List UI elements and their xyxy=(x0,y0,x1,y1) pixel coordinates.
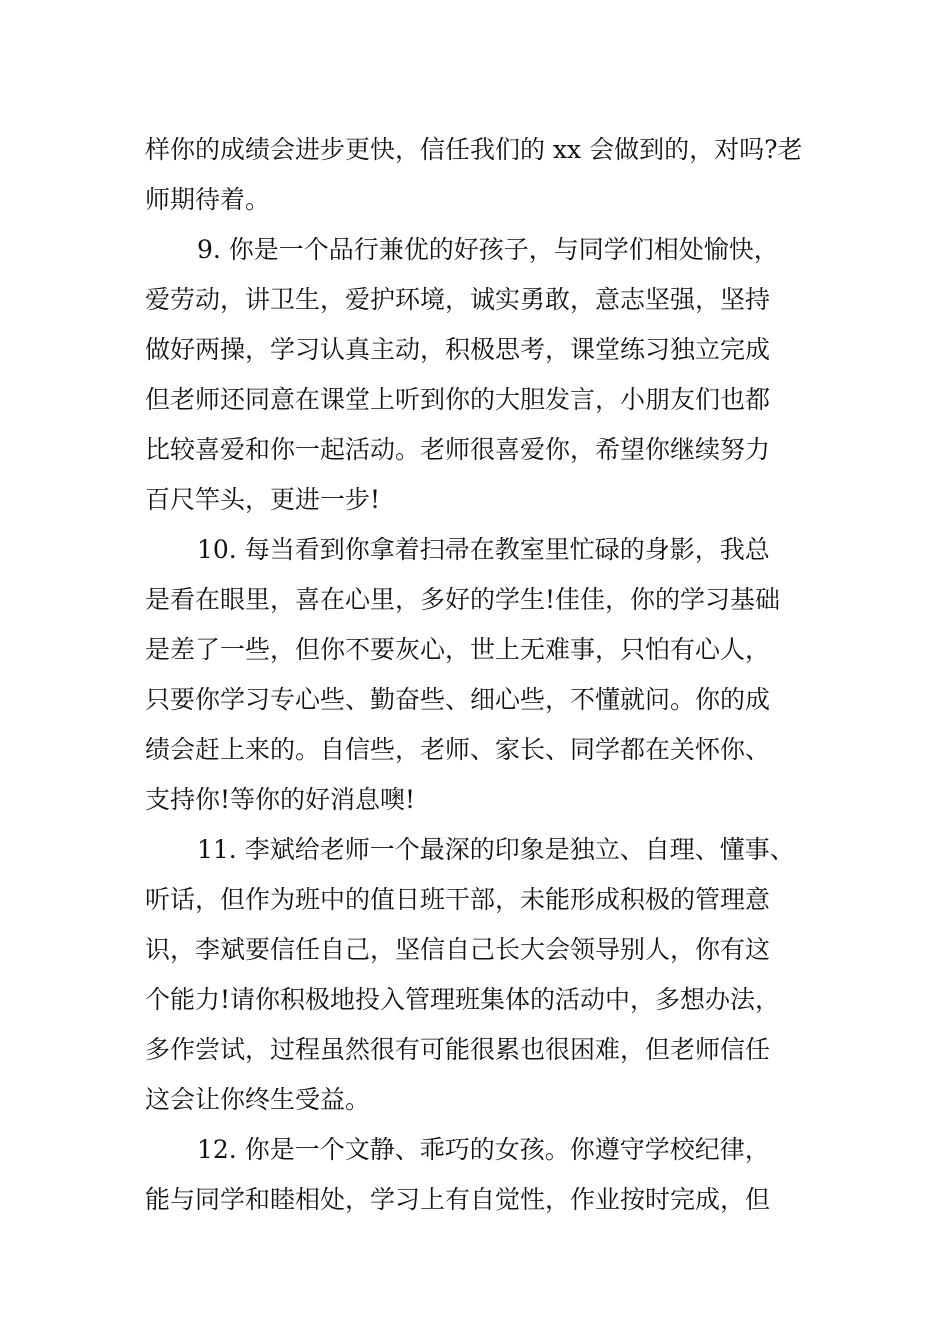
text-line: 能与同学和睦相处，学习上有自觉性，作业按时完成，但 xyxy=(145,1185,771,1214)
text-line: 师期待着。 xyxy=(145,185,271,214)
text-line: 这会让你终生受益。 xyxy=(145,1085,371,1114)
text-line: 个能力!请你积极地投入管理班集体的活动中，多想办法， xyxy=(145,985,781,1014)
text-line: 做好两操，学习认真主动，积极思考，课堂练习独立完成 xyxy=(145,335,771,364)
text-line: 样你的成绩会进步更快，信任我们的 xx 会做到的，对吗?老 xyxy=(145,135,803,164)
text-line: 12. 你是一个文静、乖巧的女孩。你遵守学校纪律， xyxy=(197,1135,770,1164)
text-line: 是差了一些，但你不要灰心，世上无难事，只怕有心人， xyxy=(145,635,771,664)
text-line: 百尺竿头，更进一步! xyxy=(145,485,381,514)
text-line: 支持你!等你的好消息噢! xyxy=(145,785,416,814)
text-line: 11. 李斌给老师一个最深的印象是独立、自理、懂事、 xyxy=(197,835,795,864)
text-line: 10. 每当看到你拿着扫帚在教室里忙碌的身影，我总 xyxy=(197,535,770,564)
text-line: 多作尝试，过程虽然很有可能很累也很困难，但老师信任 xyxy=(145,1035,771,1064)
text-line: 是看在眼里，喜在心里，多好的学生!佳佳，你的学习基础 xyxy=(145,585,781,614)
text-line: 绩会赶上来的。自信些，老师、家长、同学都在关怀你、 xyxy=(145,735,771,764)
text-line: 爱劳动，讲卫生，爱护环境，诚实勇敢，意志坚强，坚持 xyxy=(145,285,771,314)
text-line: 只要你学习专心些、勤奋些、细心些，不懂就问。你的成 xyxy=(145,685,771,714)
text-line: 但老师还同意在课堂上听到你的大胆发言，小朋友们也都 xyxy=(145,385,771,414)
text-line: 听话，但作为班中的值日班干部，未能形成积极的管理意 xyxy=(145,885,771,914)
text-line: 识，李斌要信任自己，坚信自己长大会领导别人，你有这 xyxy=(145,935,771,964)
text-line: 比较喜爱和你一起活动。老师很喜爱你，希望你继续努力 xyxy=(145,435,771,464)
text-line: 9. 你是一个品行兼优的好孩子，与同学们相处愉快， xyxy=(197,235,779,264)
document-body xyxy=(145,125,815,1225)
